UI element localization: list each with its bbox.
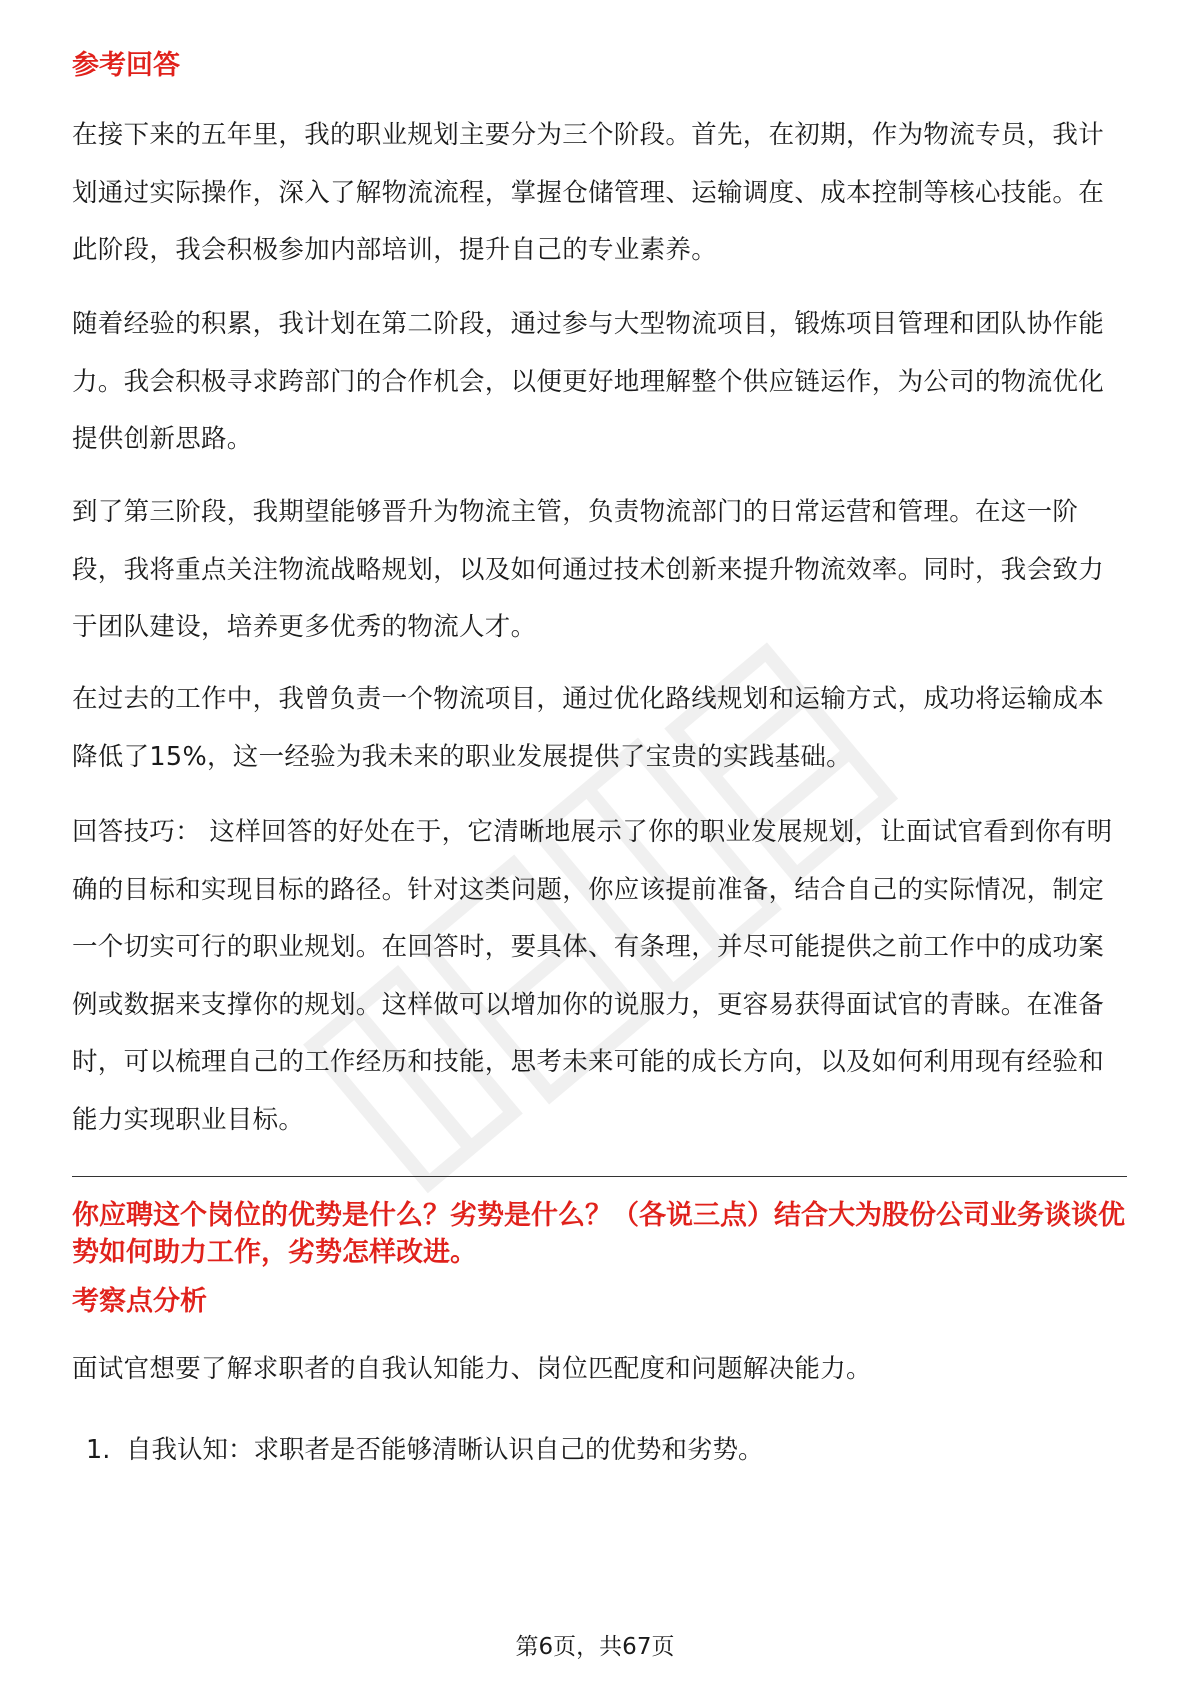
answer-paragraph-1: 在接下来的五年里，我的职业规划主要分为三个阶段。首先，在初期，作为物流专员，我计划通过实际操作，深入了解物流流程，掌握仓储管理、运输调度、成本控制等核心技能。在此阶段，我会积极参加内部培训，提升自己的专业素养。 [72, 120, 1105, 265]
section-divider [72, 1176, 1127, 1177]
list-item-number: 1. [86, 1435, 111, 1465]
reference-answer-heading: 参考回答 [72, 50, 180, 81]
page-number-footer: 第6页，共67页 [515, 1634, 675, 1660]
list-item [86, 1430, 1116, 1470]
question-heading: 你应聘这个岗位的优势是什么？劣势是什么？（各说三点）结合大为股份公司业务谈谈优势如何助力工作，劣势怎样改进。 [72, 1200, 1125, 1268]
analysis-heading: 考察点分析 [72, 1286, 207, 1317]
analysis-intro: 面试官想要了解求职者的自我认知能力、岗位匹配度和问题解决能力。 [72, 1354, 872, 1384]
list-item-text: 自我认知：求职者是否能够清晰认识自己的优势和劣势。 [126, 1435, 764, 1465]
answer-tips-paragraph: 回答技巧： 这样回答的好处在于，它清晰地展示了你的职业发展规划，让面试官看到你有明确的目标和实现目标的路径。针对这类问题，你应该提前准备，结合自己的实际情况，制定一个切实可行的职业规划。在回答时，要具体、有条理，并尽可能提供之前工作中的成功案例或数据来支撑你的规划。这样做可以增加你的说服力，更容易获得面试官的青睐。在准备时，可以梳理自己的工作经历和技能，思考未来可能的成长方向，以及如何利用现有经验和能力实现职业目标。 [72, 817, 1113, 1135]
answer-paragraph-3: 到了第三阶段，我期望能够晋升为物流主管，负责物流部门的日常运营和管理。在这一阶段，我将重点关注物流战略规划，以及如何通过技术创新来提升物流效率。同时，我会致力于团队建设，培养更多优秀的物流人才。 [72, 497, 1105, 642]
answer-paragraph-4: 在过去的工作中，我曾负责一个物流项目，通过优化路线规划和运输方式，成功将运输成本降低了15%，这一经验为我未来的职业发展提供了宝贵的实践基础。 [72, 684, 1105, 772]
answer-paragraph-2: 随着经验的积累，我计划在第二阶段，通过参与大型物流项目，锻炼项目管理和团队协作能力。我会积极寻求跨部门的合作机会，以便更好地理解整个供应链运作，为公司的物流优化提供创新思路。 [72, 309, 1105, 454]
